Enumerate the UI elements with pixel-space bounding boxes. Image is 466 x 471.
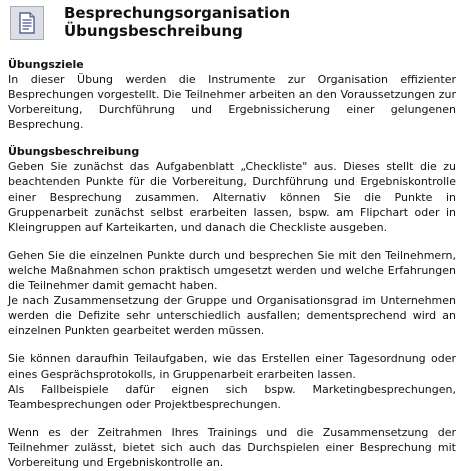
paragraph: Gehen Sie die einzelnen Punkte durch und besprechen Sie mit den Teilnehmern, welche Maßnahmen schon praktisch umgesetzt werden und welche Erfahrungen die Teilnehmer damit gemacht haben. bbox=[8, 248, 456, 293]
document-body bbox=[8, 58, 456, 470]
section-heading: Übungsziele bbox=[8, 58, 84, 71]
document-icon bbox=[10, 6, 44, 40]
paragraph: Sie können daraufhin Teilaufgaben, wie das Erstellen einer Tagesordnung oder eines Gesprächsprotokolls, in Gruppenarbeit erarbeiten lassen. bbox=[8, 352, 456, 381]
page-header bbox=[8, 4, 458, 44]
paragraph: In dieser Übung werden die Instrumente zur Organisation effizienter Besprechungen vorgestellt. Die Teilnehmer arbeiten an den Voraussetzungen zur Vorbereitung, Durchführung und Ergebnissicherung einer gelungenen Besprechung. bbox=[8, 73, 456, 132]
section-uebungsziele bbox=[8, 58, 456, 132]
paragraph: Geben Sie zunächst das Aufgabenblatt „Checkliste" aus. Dieses stellt die zu beachtenden Punkte für die Vorbereitung, Durchführung und Ergebniskontrolle einer Besprechung zusammen. Alternativ können Sie die Punkte in Gruppenarbeit zunächst selbst erarbeiten lassen, bspw. am Flipchart oder in Kleingruppen auf Karteikarten, und danach die Checkliste ausgeben. bbox=[8, 160, 456, 234]
page-title bbox=[64, 4, 290, 40]
paragraph: Wenn es der Zeitrahmen Ihres Trainings und die Zusammensetzung der Teilnehmer zulässt, bietet sich auch das Durchspielen einer Besprechung mit Vorbereitung und Ergebniskontrolle an. bbox=[8, 425, 456, 469]
paragraph: Als Fallbeispiele dafür eignen sich bspw. Marketingbesprechungen, Teambesprechungen oder Projektbesprechungen. bbox=[8, 382, 456, 411]
title-line-1: Besprechungsorganisation bbox=[64, 4, 291, 22]
paragraph: Je nach Zusammensetzung der Gruppe und Organisationsgrad im Unternehmen werden die Defizite sehr unterschiedlich ausfallen; dementsprechend wird an einzelnen Punkten gearbeitet werden müssen. bbox=[8, 294, 456, 338]
section-uebungsbeschreibung bbox=[8, 145, 456, 470]
title-line-2: Übungsbeschreibung bbox=[64, 22, 243, 40]
section-heading: Übungsbeschreibung bbox=[8, 145, 140, 159]
